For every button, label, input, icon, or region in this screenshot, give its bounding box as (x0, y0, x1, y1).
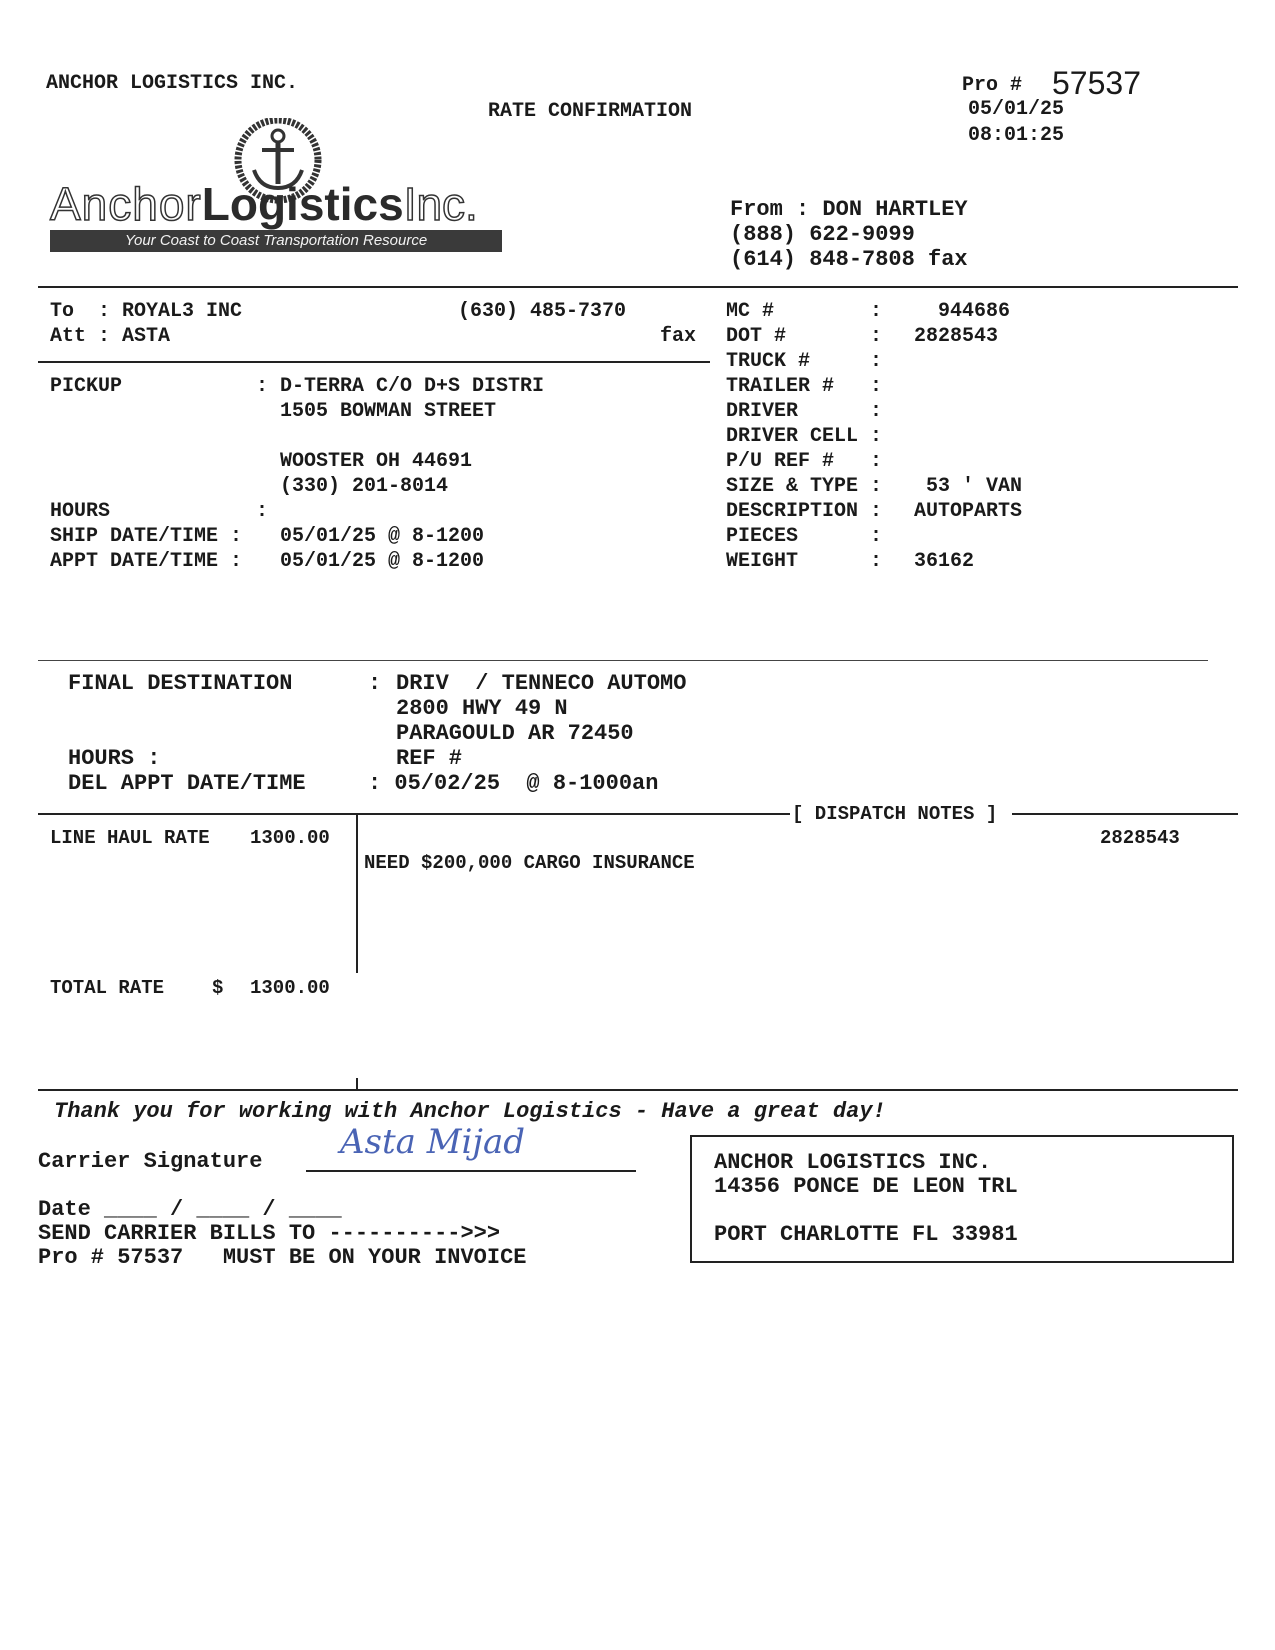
total-rate-value: 1300.00 (250, 977, 330, 999)
billing-street: 14356 PONCE DE LEON TRL (714, 1174, 1018, 1199)
carrier-label: DRIVER : (726, 400, 883, 423)
carrier-value: 53 ' VAN (914, 475, 1023, 498)
pickup-phone: (330) 201-8014 (280, 475, 449, 498)
logo-word-inc: Inc. (403, 178, 478, 230)
pickup-city: WOOSTER OH 44691 (280, 450, 473, 473)
carrier-label: DOT # : (726, 325, 883, 348)
ship-date-value: 05/01/25 @ 8-1200 (280, 525, 485, 548)
total-rate-currency: $ (212, 977, 224, 999)
divider-mid (38, 660, 1208, 661)
logo-tagline: Your Coast to Coast Transportation Resource (50, 230, 502, 252)
billing-address-box (690, 1135, 1234, 1263)
pickup-hours-colon: : (256, 500, 269, 523)
from-phone: (888) 622-9099 (730, 222, 915, 247)
confirmation-time: 08:01:25 (968, 124, 1065, 147)
carrier-label: MC # : (726, 300, 883, 323)
to-fax-label: fax (660, 325, 697, 348)
carrier-label: DESCRIPTION : (726, 500, 883, 523)
carrier-label: SIZE & TYPE : (726, 475, 883, 498)
att-line: Att : ASTA (50, 325, 171, 348)
pickup-street: 1505 BOWMAN STREET (280, 400, 497, 423)
billing-name: ANCHOR LOGISTICS INC. (714, 1150, 992, 1175)
carrier-value: 944686 (914, 300, 1011, 323)
destination-city: PARAGOULD AR 72450 (396, 721, 634, 746)
handwritten-signature: Asta Mijad (340, 1122, 526, 1162)
carrier-label: TRAILER # : (726, 375, 883, 398)
date-line[interactable]: Date ____ / ____ / ____ (38, 1197, 342, 1222)
delivery-appt-value: : 05/02/25 @ 8-1000an (368, 771, 659, 796)
send-bills-to: SEND CARRIER BILLS TO ---------->>> (38, 1221, 501, 1246)
dispatch-notes-header: [ DISPATCH NOTES ] (792, 803, 998, 825)
carrier-value: 36162 (914, 550, 975, 573)
carrier-value: 2828543 (914, 325, 999, 348)
billing-city: PORT CHARLOTTE FL 33981 (714, 1222, 1018, 1247)
destination-ref: REF # (396, 746, 463, 771)
pro-invoice-note: Pro # 57537 MUST BE ON YOUR INVOICE (38, 1245, 527, 1270)
ship-date-label: SHIP DATE/TIME : (50, 525, 243, 548)
pro-number: 57537 (1052, 65, 1141, 101)
company-name: ANCHOR LOGISTICS INC. (46, 72, 299, 95)
destination-colon: : (368, 671, 382, 696)
dispatch-ref-number: 2828543 (1100, 827, 1180, 849)
pickup-hours-label: HOURS (50, 500, 111, 523)
total-rate-label: TOTAL RATE (50, 977, 165, 999)
dispatch-note: NEED $200,000 CARGO INSURANCE (364, 852, 695, 874)
signature-label: Carrier Signature (38, 1149, 263, 1174)
destination-hours-label: HOURS : (68, 746, 161, 771)
pickup-label: PICKUP (50, 375, 123, 398)
appt-date-label: APPT DATE/TIME : (50, 550, 243, 573)
line-haul-value: 1300.00 (250, 827, 330, 849)
to-line: To : ROYAL3 INC (50, 300, 243, 323)
destination-label: FINAL DESTINATION (68, 671, 293, 696)
carrier-label: WEIGHT : (726, 550, 883, 573)
from-fax: (614) 848-7808 fax (730, 247, 968, 272)
divider-footer (38, 1089, 1238, 1091)
carrier-label: TRUCK # : (726, 350, 883, 373)
divider-rates-left (38, 813, 790, 815)
signature-line[interactable] (306, 1170, 636, 1172)
confirmation-date: 05/01/25 (968, 98, 1065, 121)
pickup-colon: : (256, 375, 269, 398)
line-haul-label: LINE HAUL RATE (50, 827, 210, 849)
carrier-label: P/U REF # : (726, 450, 883, 473)
divider-rates-right (1012, 813, 1238, 815)
document-title: RATE CONFIRMATION (488, 100, 693, 123)
divider-to (38, 361, 710, 363)
delivery-appt-label: DEL APPT DATE/TIME (68, 771, 306, 796)
logo-word-logistics: Logistics (201, 178, 404, 230)
logo-word-anchor: Anchor (50, 178, 202, 230)
destination-name: DRIV / TENNECO AUTOMO (396, 671, 687, 696)
thank-you-message: Thank you for working with Anchor Logistics - Have a great day! (54, 1099, 886, 1124)
pro-label: Pro # (962, 74, 1023, 97)
carrier-value: AUTOPARTS (914, 500, 1023, 523)
carrier-label: PIECES : (726, 525, 883, 548)
carrier-label: DRIVER CELL : (726, 425, 883, 448)
to-phone: (630) 485-7370 (458, 300, 627, 323)
logo-wordmark (50, 180, 478, 228)
destination-street: 2800 HWY 49 N (396, 696, 568, 721)
company-logo (50, 118, 510, 268)
pickup-name: D-TERRA C/O D+S DISTRI (280, 375, 545, 398)
divider-top (38, 286, 1238, 288)
appt-date-value: 05/01/25 @ 8-1200 (280, 550, 485, 573)
from-contact: From : DON HARTLEY (730, 197, 968, 222)
rates-column-divider-top (356, 813, 358, 973)
